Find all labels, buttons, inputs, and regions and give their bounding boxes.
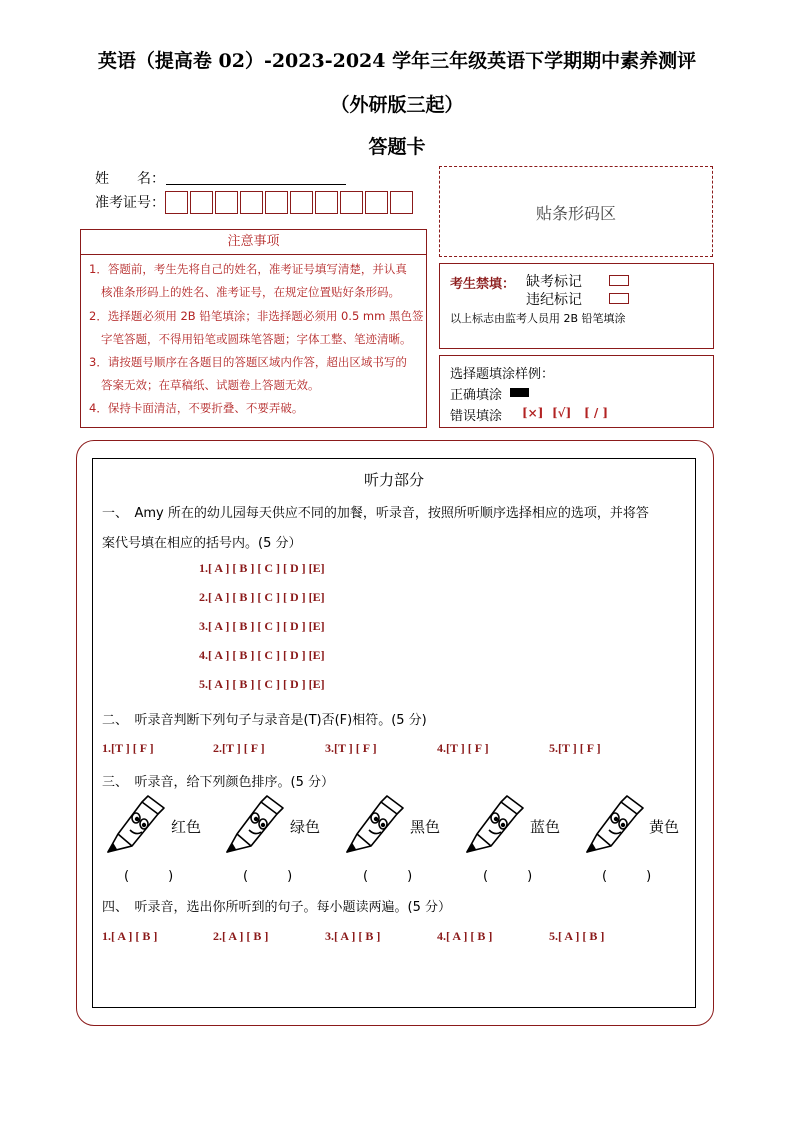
notice-line: 字笔答题，不得用铅笔或圆珠笔答题；字体工整、笔迹清晰。	[101, 332, 412, 346]
barcode-area	[439, 166, 713, 257]
section1-item-5[interactable]: 5.[ A ] [ B ] [ C ] [ D ] [E]	[199, 677, 325, 691]
color-label-blue: 蓝色	[530, 818, 561, 836]
answer-paren[interactable]: ( )	[124, 869, 174, 884]
section2-item-1[interactable]: 1.[T ] [ F ]	[102, 741, 154, 755]
section2-item-5[interactable]: 5.[T ] [ F ]	[549, 741, 601, 755]
filled-mark-sample	[510, 388, 529, 397]
page-subtitle: （外研版三起）	[330, 94, 464, 116]
sample-title: 选择题填涂样例：	[450, 367, 555, 382]
crayon-icon	[106, 794, 168, 856]
violation-label: 违纪标记	[526, 292, 582, 308]
answer-paren[interactable]: ( )	[363, 869, 413, 884]
section4-item-2[interactable]: 2.[ A ] [ B ]	[213, 929, 269, 943]
answer-paren[interactable]: ( )	[483, 869, 533, 884]
wrong-mark-slash: [ / ]	[584, 406, 609, 420]
answer-card-title: 答题卡	[368, 136, 426, 158]
id-label: 准考证号：	[95, 195, 165, 211]
name-label: 姓 名：	[95, 171, 165, 187]
section1-item-2[interactable]: 2.[ A ] [ B ] [ C ] [ D ] [E]	[199, 590, 325, 604]
section1-item-3[interactable]: 3.[ A ] [ B ] [ C ] [ D ] [E]	[199, 619, 325, 633]
color-label-green: 绿色	[290, 818, 321, 836]
name-field[interactable]	[166, 184, 346, 185]
notice-line: 答案无效；在草稿纸、试题卷上答题无效。	[101, 378, 320, 392]
violation-mark-box[interactable]	[609, 293, 629, 304]
crayon-icon	[465, 794, 527, 856]
wrong-mark-x: [×]	[522, 406, 544, 420]
section4-item-3[interactable]: 3.[ A ] [ B ]	[325, 929, 381, 943]
answer-paren[interactable]: ( )	[243, 869, 293, 884]
absent-label: 缺考标记	[526, 274, 582, 290]
wrong-mark-check: [√]	[552, 406, 572, 420]
answer-paren[interactable]: ( )	[602, 869, 652, 884]
absent-mark-box[interactable]	[609, 275, 629, 286]
barcode-label: 贴条形码区	[535, 204, 616, 223]
section4-item-4[interactable]: 4.[ A ] [ B ]	[437, 929, 493, 943]
section2-item-4[interactable]: 4.[T ] [ F ]	[437, 741, 489, 755]
notice-line: 3．请按题号顺序在各题目的答题区域内作答，超出区域书写的	[89, 355, 407, 369]
crayon-icon	[345, 794, 407, 856]
listening-heading: 听力部分	[363, 471, 424, 489]
forbidden-note: 以上标志由监考人员用 2B 铅笔填涂	[450, 312, 626, 325]
section1-title-cont: 案代号填在相应的括号内。(5 分）	[102, 536, 302, 551]
section1-item-1[interactable]: 1.[ A ] [ B ] [ C ] [ D ] [E]	[199, 561, 325, 575]
color-label-yellow: 黄色	[649, 818, 680, 836]
wrong-label: 错误填涂	[450, 409, 503, 424]
section4-item-5[interactable]: 5.[ A ] [ B ]	[549, 929, 605, 943]
notice-box	[80, 229, 427, 428]
color-label-black: 黑色	[410, 818, 441, 836]
forbidden-box	[439, 263, 714, 349]
section2-item-2[interactable]: 2.[T ] [ F ]	[213, 741, 265, 755]
section4-title: 四、 听录音，选出你所听到的句子。每小题读两遍。(5 分）	[102, 900, 451, 915]
section1-item-4[interactable]: 4.[ A ] [ B ] [ C ] [ D ] [E]	[199, 648, 325, 662]
forbidden-label: 考生禁填：	[450, 277, 516, 292]
notice-line: 1．答题前，考生先将自己的姓名，准考证号填写清楚，并认真	[89, 262, 407, 276]
section1-title: 一、 Amy 所在的幼儿园每天供应不同的加餐，听录音，按照所听顺序选择相应的选项，并将答	[102, 506, 649, 521]
crayon-icon	[225, 794, 287, 856]
section4-item-1[interactable]: 1.[ A ] [ B ]	[102, 929, 158, 943]
section2-item-3[interactable]: 3.[T ] [ F ]	[325, 741, 377, 755]
notice-line: 4．保持卡面清洁，不要折叠、不要弄破。	[89, 401, 304, 415]
notice-line: 2．选择题必须用 2B 铅笔填涂；非选择题必须用 0.5 mm 黑色签	[89, 309, 424, 323]
page-title: 英语（提高卷 02）-2023-2024 学年三年级英语下学期期中素养测评	[97, 50, 697, 72]
notice-title: 注意事项	[81, 230, 426, 255]
section2-title: 二、 听录音判断下列句子与录音是(T)否(F)相符。(5 分)	[102, 713, 427, 728]
color-label-red: 红色	[171, 818, 202, 836]
section3-title: 三、 听录音，给下列颜色排序。(5 分）	[102, 775, 334, 790]
crayon-icon	[585, 794, 647, 856]
notice-line: 核准条形码上的姓名、准考证号，在规定位置贴好条形码。	[101, 285, 400, 299]
sample-box	[439, 355, 714, 428]
id-number-grid[interactable]	[165, 191, 415, 215]
correct-label: 正确填涂	[450, 388, 503, 403]
